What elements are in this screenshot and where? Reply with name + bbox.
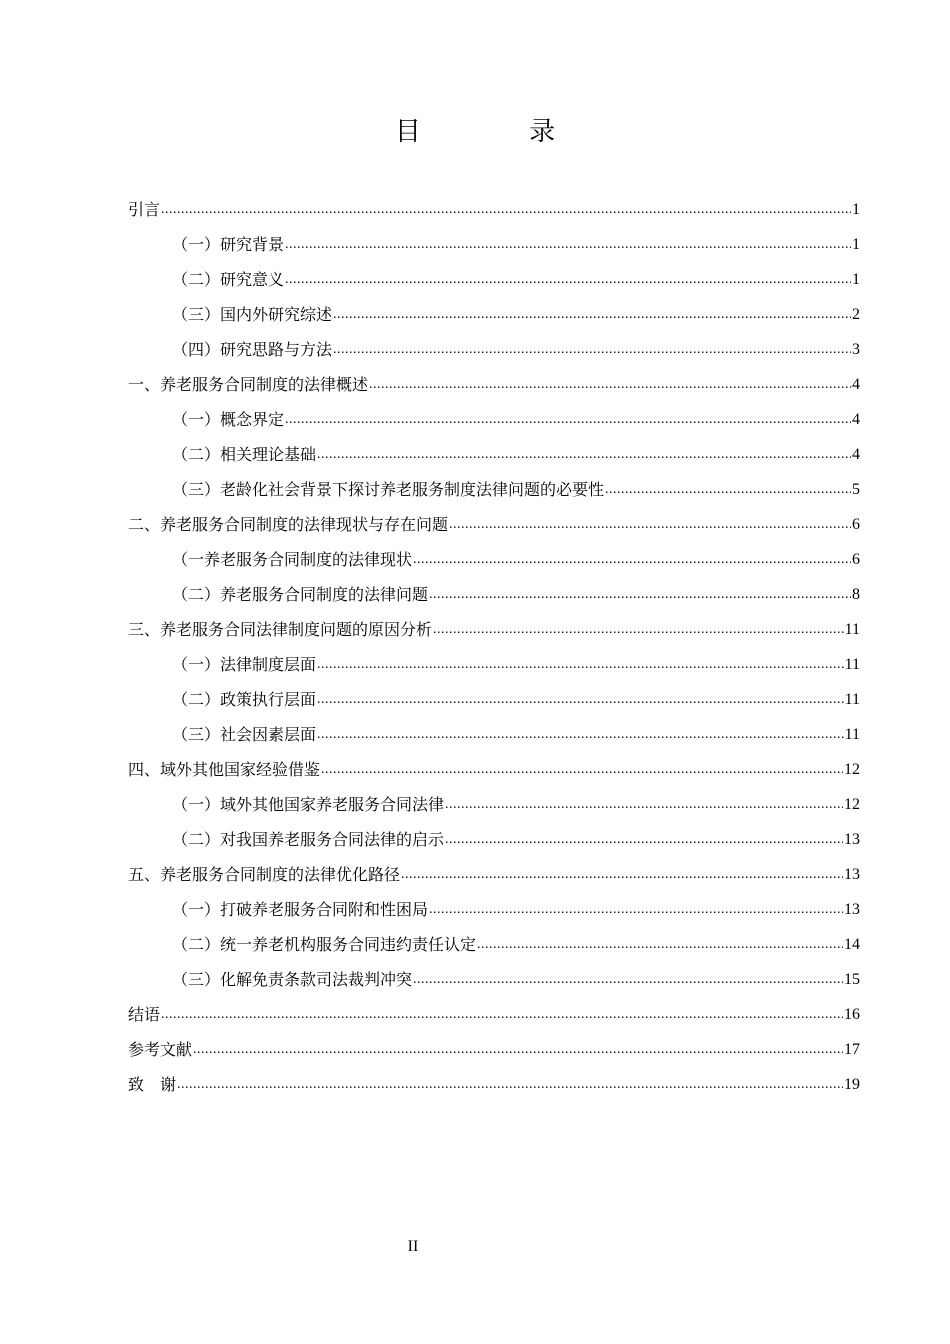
dot-leader (177, 1067, 843, 1102)
toc-entry-label: （三）老龄化社会背景下探讨养老服务制度法律问题的必要性 (172, 480, 605, 499)
toc-entry-label: （一养老服务合同制度的法律现状 (172, 550, 413, 569)
page-title: 目 录 (394, 117, 606, 147)
toc-entry[interactable] (128, 367, 860, 402)
toc-entry[interactable] (128, 262, 860, 297)
toc-entry[interactable] (128, 402, 860, 437)
dot-leader (285, 227, 851, 262)
toc-entry-label: （二）对我国养老服务合同法律的启示 (172, 830, 445, 849)
toc-entry-page: 11 (844, 726, 860, 743)
dot-leader (161, 997, 843, 1032)
toc-entry-page: 11 (844, 621, 860, 638)
toc-entry[interactable] (128, 857, 860, 892)
toc-entry-page: 13 (844, 901, 860, 918)
toc-entry[interactable] (128, 227, 860, 262)
toc-entry[interactable] (128, 612, 860, 647)
toc-entry-page: 11 (844, 691, 860, 708)
toc-entry[interactable] (128, 297, 860, 332)
toc-entry-label: （三）国内外研究综述 (172, 305, 333, 324)
toc-entry-page: 12 (844, 761, 860, 778)
toc-entry-label: （二）政策执行层面 (172, 690, 317, 709)
toc-entry-page: 12 (844, 796, 860, 813)
toc-entry-label: 三、养老服务合同法律制度问题的原因分析 (128, 620, 433, 639)
toc-entry-page: 4 (852, 411, 860, 428)
dot-leader (285, 402, 851, 437)
toc-entry[interactable] (128, 437, 860, 472)
toc-entry-label: 一、养老服务合同制度的法律概述 (128, 375, 369, 394)
toc-entry[interactable] (128, 577, 860, 612)
toc-entry-page: 4 (852, 376, 860, 393)
toc-entry[interactable] (128, 927, 860, 962)
toc-entry-label: （二）养老服务合同制度的法律问题 (172, 585, 429, 604)
dot-leader (449, 507, 851, 542)
toc-entry[interactable] (128, 822, 860, 857)
dot-leader (429, 577, 851, 612)
toc-entry[interactable] (128, 752, 860, 787)
dot-leader (413, 962, 843, 997)
toc-entry-page: 15 (844, 971, 860, 988)
toc-entry-label: （二）研究意义 (172, 270, 285, 289)
toc-entry[interactable] (128, 507, 860, 542)
toc-entry[interactable] (128, 332, 860, 367)
dot-leader (317, 647, 844, 682)
toc-entry[interactable] (128, 647, 860, 682)
toc-entry-label: （二）统一养老机构服务合同违约责任认定 (172, 935, 477, 954)
toc-entry-page: 19 (844, 1076, 860, 1093)
toc-entry-label: （一）法律制度层面 (172, 655, 317, 674)
toc-entry-page: 2 (852, 306, 860, 323)
toc-entry-page: 16 (844, 1006, 860, 1023)
toc-entry-label: （二）相关理论基础 (172, 445, 317, 464)
toc-entry[interactable] (128, 997, 860, 1032)
toc-entry[interactable] (128, 682, 860, 717)
dot-leader (429, 892, 843, 927)
dot-leader (369, 367, 851, 402)
toc-entry-page: 5 (852, 481, 860, 498)
toc-entry-label: （一）研究背景 (172, 235, 285, 254)
toc-entry[interactable] (128, 472, 860, 507)
dot-leader (445, 822, 843, 857)
toc-entry-label: （三）化解免责条款司法裁判冲突 (172, 970, 413, 989)
toc-entry-label: 五、养老服务合同制度的法律优化路径 (128, 865, 401, 884)
toc-entry-label: 二、养老服务合同制度的法律现状与存在问题 (128, 515, 449, 534)
toc-entry-label: 结语 (128, 1005, 161, 1024)
toc-entry[interactable] (128, 962, 860, 997)
toc-entry-page: 1 (852, 271, 860, 288)
dot-leader (605, 472, 851, 507)
toc-entry-label: （四）研究思路与方法 (172, 340, 333, 359)
dot-leader (285, 262, 851, 297)
toc-entry-page: 13 (844, 866, 860, 883)
toc-entry-label: 参考文献 (128, 1040, 193, 1059)
dot-leader (477, 927, 843, 962)
toc-entry-page: 8 (852, 586, 860, 603)
toc-entry-label: （一）打破养老服务合同附和性困局 (172, 900, 429, 919)
toc-entry-label: 四、域外其他国家经验借鉴 (128, 760, 321, 779)
dot-leader (193, 1032, 843, 1067)
toc-entry[interactable] (128, 1067, 860, 1102)
page-number: II (407, 1238, 419, 1255)
toc-entry-label: （三）社会因素层面 (172, 725, 317, 744)
toc-entry-label: （一）概念界定 (172, 410, 285, 429)
dot-leader (317, 717, 844, 752)
dot-leader (413, 542, 851, 577)
toc-entry-page: 1 (852, 201, 860, 218)
toc-entry-page: 1 (852, 236, 860, 253)
toc-entry-page: 13 (844, 831, 860, 848)
dot-leader (401, 857, 843, 892)
toc-entry-label: 致 谢 (128, 1075, 177, 1094)
toc-entry-page: 6 (852, 516, 860, 533)
toc-entry-page: 11 (844, 656, 860, 673)
toc-entry[interactable] (128, 717, 860, 752)
toc-entry[interactable] (128, 1032, 860, 1067)
dot-leader (433, 612, 844, 647)
dot-leader (333, 332, 851, 367)
toc-entry[interactable] (128, 892, 860, 927)
dot-leader (161, 192, 851, 227)
toc-entry[interactable] (128, 192, 860, 227)
toc-entry-page: 4 (852, 446, 860, 463)
dot-leader (333, 297, 851, 332)
toc-entry-page: 6 (852, 551, 860, 568)
toc-entry-page: 3 (852, 341, 860, 358)
dot-leader (317, 437, 851, 472)
toc-entry-label: 引言 (128, 200, 161, 219)
toc-entry[interactable] (128, 787, 860, 822)
dot-leader (445, 787, 843, 822)
dot-leader (317, 682, 844, 717)
toc-entry[interactable] (128, 542, 860, 577)
toc-entry-page: 14 (844, 936, 860, 953)
dot-leader (321, 752, 843, 787)
toc-entry-label: （一）域外其他国家养老服务合同法律 (172, 795, 445, 814)
toc-entry-page: 17 (844, 1041, 860, 1058)
table-of-contents (128, 192, 860, 1102)
